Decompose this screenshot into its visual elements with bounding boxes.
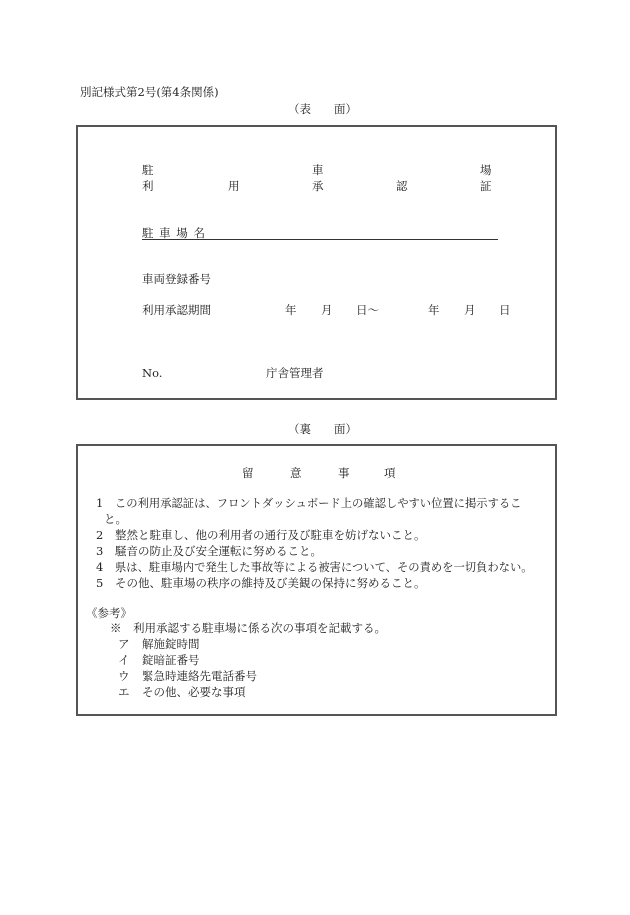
note-number: 4 [96, 560, 104, 574]
reference-mark: ウ [118, 669, 130, 683]
note-text: この利用承認証は、フロントダッシュボード上の確認しやすい位置に掲示するこ [115, 497, 522, 510]
vehicle-registration-label: 車両登録番号 [142, 272, 211, 286]
front-side-label: （表 面） [288, 102, 357, 116]
reference-item: 錠暗証番号 [142, 653, 200, 667]
reference-mark: ア [118, 637, 130, 651]
reference-item: 緊急時連絡先電話番号 [142, 669, 257, 683]
reference-label: 《参考》 [86, 606, 132, 620]
office-admin-label: 庁舎管理者 [266, 366, 324, 380]
back-side-label: （裏 面） [288, 422, 357, 436]
notes-heading-char: 項 [384, 466, 396, 480]
period-unit: 月 [321, 303, 333, 317]
front-card-frame [76, 125, 557, 400]
note-number: 5 [96, 576, 104, 590]
title-char: 場 [480, 163, 492, 177]
title-char: 駐 [142, 163, 154, 177]
lot-name-label: 駐 車 場 名 [142, 226, 206, 240]
period-unit: 日〜 [356, 303, 379, 317]
title-char: 利 [142, 179, 154, 193]
reference-item: 解施錠時間 [142, 637, 200, 651]
period-unit: 月 [464, 303, 476, 317]
reference-mark: エ [118, 685, 130, 699]
note-text: 整然と駐車し、他の利用者の通行及び駐車を妨げないこと。 [115, 528, 426, 542]
reference-intro: ※ 利用承認する駐車場に係る次の事項を記載する。 [110, 621, 386, 635]
title-char: 用 [228, 179, 240, 193]
title-char: 認 [396, 179, 408, 193]
number-label: No. [142, 366, 163, 380]
back-card-frame [76, 444, 557, 716]
lot-name-underline [142, 239, 498, 240]
reference-mark: イ [118, 653, 130, 667]
note-text: 県は、駐車場内で発生した事故等による被害について、その責めを一切負わない。 [115, 561, 533, 574]
notes-heading-char: 意 [290, 466, 302, 480]
title-char: 証 [480, 179, 492, 193]
note-text-cont: と。 [104, 512, 127, 526]
note-number: 2 [96, 528, 104, 542]
period-unit: 年 [285, 303, 297, 317]
period-unit: 年 [428, 303, 440, 317]
note-number: 1 [96, 496, 104, 510]
approval-period-label: 利用承認期間 [142, 303, 211, 317]
period-unit: 日 [499, 303, 511, 317]
note-text: その他、駐車場の秩序の維持及び美観の保持に努めること。 [115, 576, 426, 590]
notes-heading-char: 留 [242, 466, 254, 480]
note-number: 3 [96, 544, 104, 558]
form-reference: 別記様式第2号(第4条関係) [80, 85, 219, 99]
title-char: 車 [312, 163, 324, 177]
notes-heading-char: 事 [338, 466, 350, 480]
reference-item: その他、必要な事項 [142, 685, 246, 699]
note-text: 騒音の防止及び安全運転に努めること。 [115, 544, 322, 558]
title-char: 承 [312, 179, 324, 193]
